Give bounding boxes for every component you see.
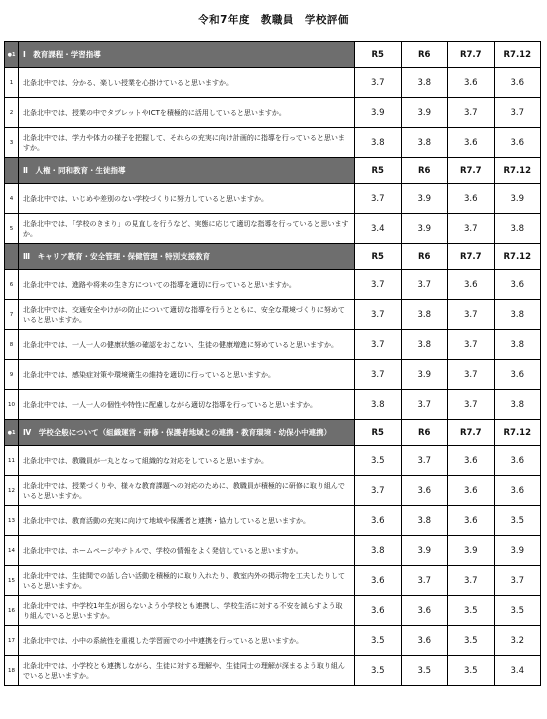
score-cell: 3.7 (448, 330, 495, 360)
score-cell: 3.6 (448, 506, 495, 536)
table-row (5, 360, 541, 390)
score-cell: 3.7 (355, 476, 402, 506)
item-number: 13 (5, 506, 19, 536)
column-header: R5 (355, 158, 402, 184)
question-text: 北条北中では、授業づくりや、様々な教育課題への対応のために、教職員が積極的に研修に取り組んでいると思いますか。 (19, 476, 355, 506)
question-text: 北条北中では、ホームページやテトルで、学校の情報をよく発信していると思いますか。 (19, 536, 355, 566)
question-text: 北条北中では、小学校とも連携しながら、生徒に対する理解や、生徒同士の理解が深まるよう取り組んでいると思いますか。 (19, 656, 355, 686)
column-header: R6 (401, 420, 448, 446)
table-row (5, 476, 541, 506)
score-cell: 3.8 (355, 128, 402, 158)
section-title: Ⅳ 学校全般について（組織運営・研修・保護者地域との連携・教育環境・幼保小中連携） (19, 420, 355, 446)
table-row (5, 626, 541, 656)
section-header-row (5, 244, 541, 270)
score-cell: 3.8 (494, 214, 541, 244)
section-marker: ●1 (5, 420, 19, 446)
column-header: R7.7 (448, 42, 495, 68)
question-text: 北条北中では、「学校のきまり」の見直しを行うなど、実態に応じて適切な指導を行っていると思いますか。 (19, 214, 355, 244)
score-cell: 3.6 (494, 446, 541, 476)
question-text: 北条北中では、教育活動の充実に向けて地域や保護者と連携・協力していると思いますか。 (19, 506, 355, 536)
table-row (5, 656, 541, 686)
score-cell: 3.9 (401, 98, 448, 128)
section-header-row (5, 158, 541, 184)
section-header-row (5, 42, 541, 68)
column-header: R7.12 (494, 158, 541, 184)
table-row (5, 596, 541, 626)
item-number: 9 (5, 360, 19, 390)
score-cell: 3.6 (448, 128, 495, 158)
score-cell: 3.6 (448, 270, 495, 300)
score-cell: 3.5 (494, 506, 541, 536)
question-text: 北条北中では、授業の中でタブレットやICTを積極的に活用していると思いますか。 (19, 98, 355, 128)
score-cell: 3.8 (401, 128, 448, 158)
evaluation-table (4, 41, 541, 686)
table-row (5, 330, 541, 360)
column-header: R7.12 (494, 244, 541, 270)
score-cell: 3.6 (448, 476, 495, 506)
score-cell: 3.7 (448, 214, 495, 244)
section-title: Ⅱ 人権・同和教育・生徒指導 (19, 158, 355, 184)
column-header: R7.7 (448, 244, 495, 270)
table-row (5, 566, 541, 596)
score-cell: 3.6 (448, 446, 495, 476)
score-cell: 3.6 (494, 270, 541, 300)
question-text: 北条北中では、分かる、楽しい授業を心掛けていると思いますか。 (19, 68, 355, 98)
item-number: 18 (5, 656, 19, 686)
score-cell: 3.6 (448, 184, 495, 214)
item-number: 12 (5, 476, 19, 506)
item-number: 5 (5, 214, 19, 244)
score-cell: 3.6 (401, 596, 448, 626)
table-row (5, 128, 541, 158)
score-cell: 3.8 (401, 68, 448, 98)
item-number: 7 (5, 300, 19, 330)
score-cell: 3.9 (401, 214, 448, 244)
column-header: R5 (355, 244, 402, 270)
score-cell: 3.8 (494, 300, 541, 330)
column-header: R6 (401, 42, 448, 68)
section-marker (5, 158, 19, 184)
question-text: 北条北中では、一人一人の健康状態の確認をおこない、生徒の健康増進に努めていると思いますか。 (19, 330, 355, 360)
score-cell: 3.7 (494, 566, 541, 596)
score-cell: 3.5 (448, 626, 495, 656)
question-text: 北条北中では、生徒間での話し合い活動を積極的に取り入れたり、教室内外の掲示物を工夫したりしていると思いますか。 (19, 566, 355, 596)
item-number: 15 (5, 566, 19, 596)
item-number: 6 (5, 270, 19, 300)
score-cell: 3.7 (355, 330, 402, 360)
score-cell: 3.9 (401, 360, 448, 390)
score-cell: 3.7 (448, 300, 495, 330)
score-cell: 3.5 (355, 446, 402, 476)
score-cell: 3.7 (401, 566, 448, 596)
question-text: 北条北中では、交通安全やけがの防止について適切な指導を行うとともに、安全な環境づくりに努めていると思いますか。 (19, 300, 355, 330)
table-row (5, 446, 541, 476)
section-title: Ⅰ 教育課程・学習指導 (19, 42, 355, 68)
score-cell: 3.7 (355, 270, 402, 300)
score-cell: 3.8 (355, 536, 402, 566)
column-header: R7.12 (494, 420, 541, 446)
score-cell: 3.8 (355, 390, 402, 420)
score-cell: 3.9 (494, 184, 541, 214)
section-marker (5, 244, 19, 270)
score-cell: 3.7 (355, 184, 402, 214)
score-cell: 3.4 (494, 656, 541, 686)
score-cell: 3.5 (401, 656, 448, 686)
score-cell: 3.5 (448, 596, 495, 626)
question-text: 北条北中では、教職員が一丸となって組織的な対応をしていると思いますか。 (19, 446, 355, 476)
evaluation-table-body (5, 42, 541, 686)
score-cell: 3.6 (494, 128, 541, 158)
column-header: R5 (355, 420, 402, 446)
score-cell: 3.7 (401, 390, 448, 420)
item-number: 11 (5, 446, 19, 476)
item-number: 1 (5, 68, 19, 98)
score-cell: 3.5 (448, 656, 495, 686)
score-cell: 3.5 (355, 656, 402, 686)
question-text: 北条北中では、一人一人の個性や特性に配慮しながら適切な指導を行っていると思いますか。 (19, 390, 355, 420)
item-number: 3 (5, 128, 19, 158)
column-header: R7.7 (448, 420, 495, 446)
item-number: 10 (5, 390, 19, 420)
item-number: 14 (5, 536, 19, 566)
score-cell: 3.7 (448, 390, 495, 420)
table-row (5, 68, 541, 98)
score-cell: 3.6 (448, 68, 495, 98)
score-cell: 3.9 (401, 536, 448, 566)
score-cell: 3.2 (494, 626, 541, 656)
score-cell: 3.8 (401, 506, 448, 536)
section-marker: ●1 (5, 42, 19, 68)
question-text: 北条北中では、中学校1年生が困らないよう小学校とも連携し、学校生活に対する不安を減らすよう取り組んでいると思いますか。 (19, 596, 355, 626)
table-row (5, 214, 541, 244)
column-header: R5 (355, 42, 402, 68)
item-number: 2 (5, 98, 19, 128)
question-text: 北条北中では、進路や将来の生き方についての指導を適切に行っていると思いますか。 (19, 270, 355, 300)
score-cell: 3.6 (494, 360, 541, 390)
score-cell: 3.6 (401, 626, 448, 656)
score-cell: 3.6 (355, 566, 402, 596)
section-title: Ⅲ キャリア教育・安全管理・保健管理・特別支援教育 (19, 244, 355, 270)
score-cell: 3.7 (401, 446, 448, 476)
score-cell: 3.8 (401, 330, 448, 360)
table-row (5, 390, 541, 420)
column-header: R7.12 (494, 42, 541, 68)
question-text: 北条北中では、学力や体力の様子を把握して、それらの充実に向け計画的に指導を行っていると思いますか。 (19, 128, 355, 158)
score-cell: 3.8 (401, 300, 448, 330)
score-cell: 3.9 (448, 536, 495, 566)
score-cell: 3.9 (494, 536, 541, 566)
score-cell: 3.7 (448, 566, 495, 596)
column-header: R6 (401, 244, 448, 270)
score-cell: 3.6 (494, 68, 541, 98)
column-header: R6 (401, 158, 448, 184)
score-cell: 3.9 (355, 98, 402, 128)
score-cell: 3.7 (494, 98, 541, 128)
table-row (5, 270, 541, 300)
score-cell: 3.7 (448, 360, 495, 390)
item-number: 17 (5, 626, 19, 656)
score-cell: 3.9 (401, 184, 448, 214)
score-cell: 3.5 (355, 626, 402, 656)
table-row (5, 506, 541, 536)
score-cell: 3.7 (448, 98, 495, 128)
question-text: 北条北中では、感染症対策や環境衛生の維持を適切に行っていると思いますか。 (19, 360, 355, 390)
score-cell: 3.8 (494, 330, 541, 360)
table-row (5, 98, 541, 128)
item-number: 4 (5, 184, 19, 214)
score-cell: 3.6 (355, 596, 402, 626)
score-cell: 3.7 (401, 270, 448, 300)
score-cell: 3.8 (494, 390, 541, 420)
document-title: 令和7年度 教職員 学校評価 (198, 14, 349, 26)
score-cell: 3.6 (355, 506, 402, 536)
score-cell: 3.4 (355, 214, 402, 244)
score-cell: 3.7 (355, 300, 402, 330)
score-cell: 3.7 (355, 360, 402, 390)
table-row (5, 184, 541, 214)
score-cell: 3.6 (494, 476, 541, 506)
score-cell: 3.7 (355, 68, 402, 98)
column-header: R7.7 (448, 158, 495, 184)
item-number: 16 (5, 596, 19, 626)
question-text: 北条北中では、いじめや差別のない学校づくりに努力していると思いますか。 (19, 184, 355, 214)
score-cell: 3.5 (494, 596, 541, 626)
table-row (5, 300, 541, 330)
score-cell: 3.6 (401, 476, 448, 506)
section-header-row (5, 420, 541, 446)
table-row (5, 536, 541, 566)
question-text: 北条北中では、小中の系統性を重視した学習面での小中連携を行っていると思いますか。 (19, 626, 355, 656)
item-number: 8 (5, 330, 19, 360)
